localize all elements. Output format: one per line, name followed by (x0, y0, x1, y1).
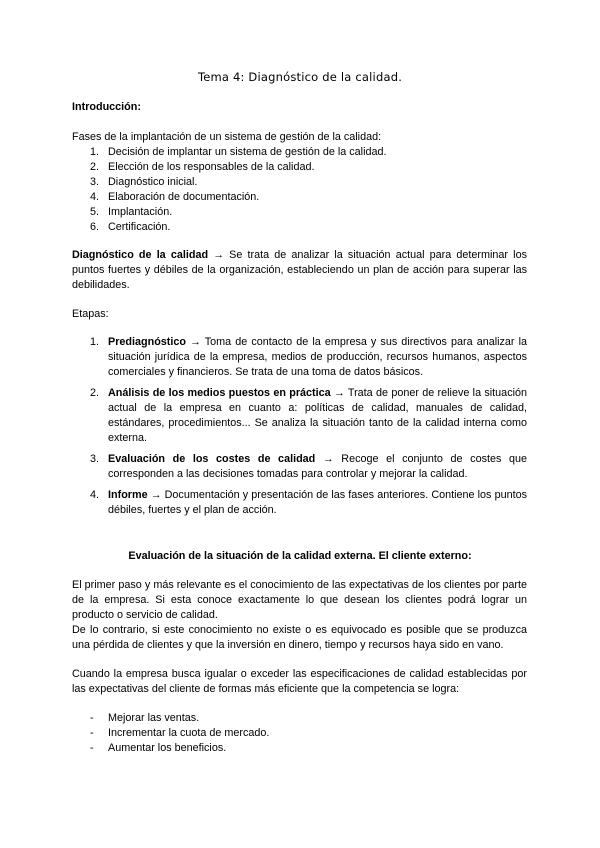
list-item (90, 452, 527, 482)
external-heading: Evaluación de la situación de la calidad externa. El cliente externo: (128, 550, 472, 562)
diagnostic-text: → Se trata de analizar la situación actual para determinar los puntos fuertes y débiles de la organización, estableciendo un plan de acción para superar las debilidades. (72, 249, 527, 291)
stage-term: Evaluación de los costes de calidad (108, 453, 316, 465)
stage-text: → Trata de poner de relieve la situación actual de la empresa en cuanto a: políticas de calidad, manuales de calidad, estándares, procedimientos... Se analiza la situación tanto de la calidad interna como externa. (108, 387, 527, 444)
stage-text: → Documentación y presentación de las fases anteriores. Contiene los puntos débiles, fuertes y el plan de acción. (108, 489, 527, 516)
list-item (90, 335, 527, 380)
stage-text: → Toma de contacto de la empresa y sus directivos para analizar la situación jurídica de la empresa, medios de producción, recursos humanos, aspectos comerciales y financieros. Se trata de una toma de datos básicos. (108, 336, 527, 378)
list-text: Elección de los responsables de la calidad. (108, 161, 315, 173)
list-item (90, 220, 510, 235)
phases-list (90, 145, 510, 235)
list-text: Elaboración de documentación. (108, 191, 260, 203)
list-text: Aumentar los beneficios. (108, 742, 227, 754)
list-text: Implantación. (108, 206, 173, 218)
stage-term: Análisis de los medios puestos en práctica (108, 387, 331, 399)
stages-list (90, 335, 527, 518)
list-item (90, 160, 510, 175)
list-item (90, 386, 527, 446)
stage-text: → Recoge el conjunto de costes que corresponden a las decisiones tomadas para controlar y mejorar la calidad. (108, 453, 527, 480)
diagnostic-term: Diagnóstico de la calidad (72, 249, 209, 261)
list-item (90, 711, 510, 726)
list-number: 1. (90, 146, 100, 158)
list-item (90, 726, 510, 741)
stages-label: Etapas: (72, 308, 109, 320)
list-text (108, 452, 527, 482)
list-text (108, 386, 527, 446)
list-number: 6. (90, 221, 100, 233)
list-number: 4. (90, 191, 100, 203)
list-number: 1. (90, 336, 100, 348)
list-text: Decisión de implantar un sistema de gestión de la calidad. (108, 146, 387, 158)
list-text: Mejorar las ventas. (108, 712, 200, 724)
list-text (108, 335, 527, 380)
list-item (90, 190, 510, 205)
list-text: Certificación. (108, 221, 171, 233)
list-number: 5. (90, 206, 100, 218)
paragraph-2: De lo contrario, si este conocimiento no existe o es equivocado es posible que se produzca una pérdida de clientes y que la inversión en dinero, tiempo y recursos haya sido en vano. (72, 624, 527, 651)
list-bullet: - (90, 712, 94, 724)
stage-term: Informe (108, 489, 148, 501)
stage-term: Prediagnóstico (108, 336, 186, 348)
list-text (108, 488, 527, 518)
list-item (90, 145, 510, 160)
list-bullet: - (90, 727, 94, 739)
list-item (90, 205, 510, 220)
benefits-list (90, 711, 510, 756)
list-text: Incrementar la cuota de mercado. (108, 727, 270, 739)
paragraph-3: Cuando la empresa busca igualar o exceder las especificaciones de calidad establecidas por las expectativas del cliente de formas más eficiente que la competencia se logra: (72, 668, 527, 695)
list-number: 4. (90, 489, 100, 501)
list-item (90, 175, 510, 190)
list-item (90, 488, 527, 518)
list-bullet: - (90, 742, 94, 754)
paragraph-1: El primer paso y más relevante es el conocimiento de las expectativas de los clientes por parte de la empresa. Si esta conoce exactamente lo que desean los clientes podrá lograr un producto o servicio de calidad. (72, 579, 527, 621)
phases-intro: Fases de la implantación de un sistema de gestión de la calidad: (72, 131, 382, 143)
list-number: 2. (90, 161, 100, 173)
list-number: 2. (90, 387, 100, 399)
list-item (90, 741, 510, 756)
list-text: Diagnóstico inicial. (108, 176, 198, 188)
list-number: 3. (90, 453, 100, 465)
list-number: 3. (90, 176, 100, 188)
intro-heading: Introducción: (72, 101, 141, 113)
page-title: Tema 4: Diagnóstico de la calidad. (197, 70, 403, 84)
diagnostic-paragraph (72, 248, 527, 293)
